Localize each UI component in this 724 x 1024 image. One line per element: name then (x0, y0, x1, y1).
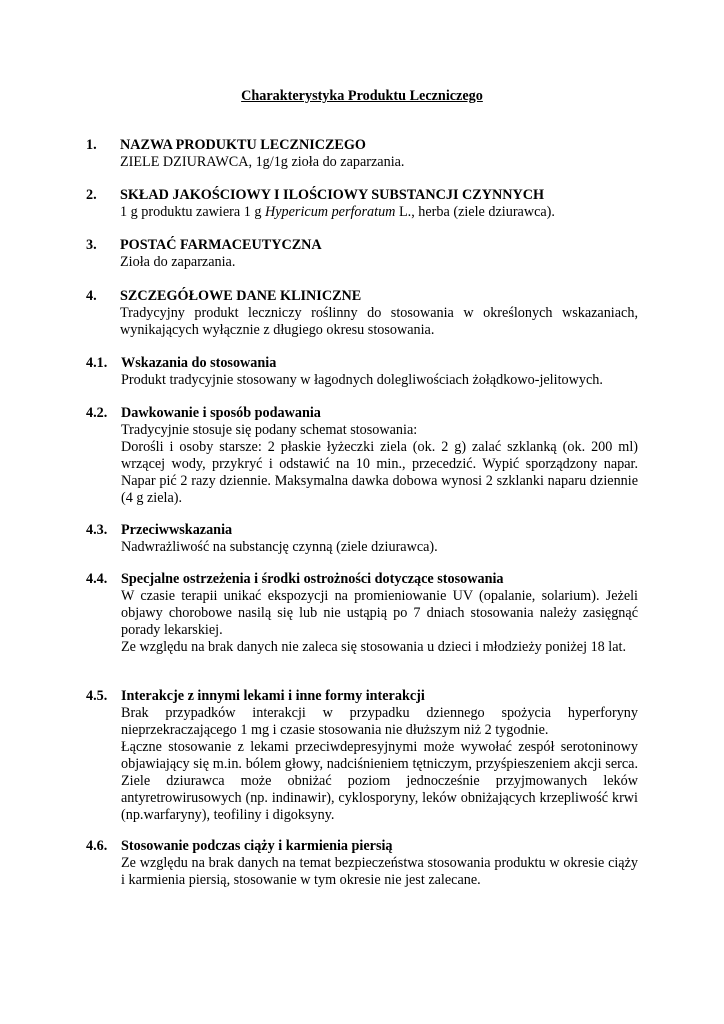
section-3 (86, 237, 638, 271)
section-4-1-number: 4.1. (86, 355, 108, 371)
section-1 (86, 137, 638, 171)
section-4-4-text-1: W czasie terapii unikać ekspozycji na promieniowanie UV (opalanie, solarium). Jeżeli objawy chorobowe nasilą się lub nie ustąpią po 7 dniach stosowania należy zasięgnąć porady lekarskiej. (121, 588, 638, 638)
section-1-body (120, 154, 638, 171)
section-2-text (120, 204, 638, 221)
section-3-number: 3. (86, 237, 97, 253)
section-2-number: 2. (86, 187, 97, 203)
section-4-3-heading (86, 522, 638, 539)
section-2-title: SKŁAD JAKOŚCIOWY I ILOŚCIOWY SUBSTANCJI CZYNNYCH (120, 187, 544, 203)
section-4-5-text-2: Łączne stosowanie z lekami przeciwdepresyjnymi może wywołać zespół serotoninowy objawiający się m.in. bólem głowy, nadciśnieniem tętniczym, przyśpieszeniem akcji serca. Ziele dziurawca może obniżać poziom jednocześnie przyjmowanych leków antyretrowirusowych (np. indinawir), cyklosporyny, leków obniżających krzepliwość krwi (np.warfaryny), teofiliny i digoksyny. (121, 739, 638, 823)
section-3-text: Zioła do zaparzania. (120, 254, 236, 270)
section-1-heading (86, 137, 638, 154)
section-4-3-number: 4.3. (86, 522, 108, 538)
section-4-1-body (121, 372, 638, 389)
section-4-5-text-1: Brak przypadków interakcji w przypadku dziennego spożycia hyperforyny nieprzekraczającego 1 mg i czasie stosowania nie dłuższym niż 2 tygodnie. (121, 705, 638, 738)
section-2-body (120, 204, 638, 221)
section-2-text-latin-name: Hypericum perforatum (265, 204, 396, 220)
section-3-title: POSTAĆ FARMACEUTYCZNA (120, 237, 322, 253)
section-4-1-title: Wskazania do stosowania (121, 355, 277, 371)
section-4-2 (86, 405, 638, 507)
section-4-2-body (121, 422, 638, 507)
section-4-2-number: 4.2. (86, 405, 108, 421)
section-4-6-title: Stosowanie podczas ciąży i karmienia piersią (121, 838, 393, 854)
section-4-number: 4. (86, 288, 97, 304)
section-4-5-title: Interakcje z innymi lekami i inne formy interakcji (121, 688, 425, 704)
section-4-6-text: Ze względu na brak danych na temat bezpieczeństwa stosowania produktu w okresie ciąży i karmienia piersią, stosowanie w tym okresie nie jest zalecane. (121, 855, 638, 888)
section-4-5 (86, 688, 638, 824)
section-4-2-heading (86, 405, 638, 422)
section-1-text: ZIELE DZIURAWCA, 1g/1g zioła do zaparzania. (120, 154, 405, 170)
section-4-3-body (121, 539, 638, 556)
section-1-number: 1. (86, 137, 97, 153)
section-4-3-title: Przeciwwskazania (121, 522, 233, 538)
section-4-1-text: Produkt tradycyjnie stosowany w łagodnych dolegliwościach żołądkowo-jelitowych. (121, 372, 603, 388)
section-4-4-heading (86, 571, 638, 588)
section-4-1 (86, 355, 638, 389)
section-4-4-number: 4.4. (86, 571, 108, 587)
section-4-4-title: Specjalne ostrzeżenia i środki ostrożności dotyczące stosowania (121, 571, 504, 587)
document-title: Charakterystyka Produktu Leczniczego (241, 88, 483, 104)
section-4-text: Tradycyjny produkt leczniczy roślinny do stosowania w określonych wskazaniach, wynikających wyłącznie z długiego okresu stosowania. (120, 305, 638, 338)
section-4-title: SZCZEGÓŁOWE DANE KLINICZNE (120, 288, 362, 304)
section-2-text-post: L., herba (ziele dziurawca). (395, 204, 555, 220)
section-4-4-body (121, 588, 638, 656)
section-4-5-number: 4.5. (86, 688, 108, 704)
section-3-body (120, 254, 638, 271)
section-4-6-number: 4.6. (86, 838, 108, 854)
section-4-4 (86, 571, 638, 656)
section-4-6-body (121, 855, 638, 889)
section-4-1-heading (86, 355, 638, 372)
section-4-2-title: Dawkowanie i sposób podawania (121, 405, 321, 421)
section-4-4-text-2: Ze względu na brak danych nie zaleca się stosowania u dzieci i młodzieży poniżej 18 lat. (121, 639, 627, 655)
section-4-body (120, 305, 638, 339)
section-1-title: NAZWA PRODUKTU LECZNICZEGO (120, 137, 366, 153)
section-4-6-heading (86, 838, 638, 855)
section-4-heading (86, 288, 638, 305)
section-4-6 (86, 838, 638, 889)
section-3-heading (86, 237, 638, 254)
section-4-2-text-1: Tradycyjnie stosuje się podany schemat stosowania: (121, 422, 418, 438)
section-4-3 (86, 522, 638, 556)
section-2-text-pre: 1 g produktu zawiera 1 g (120, 204, 265, 220)
section-4 (86, 288, 638, 339)
section-4-3-text: Nadwrażliwość na substancję czynną (ziele dziurawca). (121, 539, 438, 555)
section-4-5-body (121, 705, 638, 824)
section-2 (86, 187, 638, 221)
section-2-heading (86, 187, 638, 204)
section-4-2-text-2: Dorośli i osoby starsze: 2 płaskie łyżeczki ziela (ok. 2 g) zalać szklanką (ok. 200 ml) wrzącej wody, przykryć i odstawić na 10 min., przecedzić. Wypić sporządzony napar. Napar pić 2 razy dziennie. Maksymalna dawka dobowa wynosi 2 szklanki naparu dziennie (4 g ziela). (121, 439, 638, 506)
section-4-5-heading (86, 688, 638, 705)
